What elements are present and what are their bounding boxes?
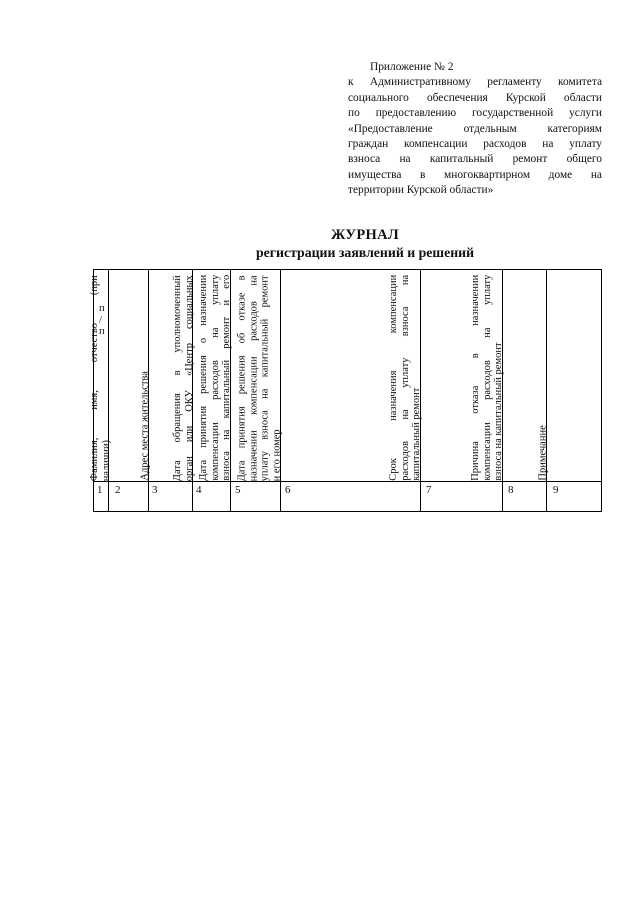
table-header-divider	[93, 481, 602, 482]
header-cell-note-text	[537, 275, 549, 481]
appendix-line: к Административному регламенту комитета	[348, 76, 602, 89]
header-line: /	[99, 314, 102, 326]
header-line: расходов на уплату взноса на	[399, 275, 411, 481]
header-cell-term	[388, 269, 469, 481]
appendix-block	[348, 60, 602, 199]
column-number: 4	[196, 484, 202, 496]
header-cell-refusal-decision-text	[237, 275, 283, 481]
header-line: назначении компенсации расходов на	[248, 275, 260, 481]
header-line: уплату взноса на капитальный ремонт	[259, 275, 271, 481]
header-line: Дата обращения в уполномоченный	[171, 275, 183, 481]
header-line: Примечание	[537, 425, 549, 481]
header-cell-fullname-text	[89, 275, 112, 481]
column-number: 2	[115, 484, 121, 496]
header-line: Фамилия, имя, отчество (при	[88, 275, 100, 481]
column-number: 6	[285, 484, 291, 496]
column-number: 3	[152, 484, 158, 496]
header-cell-grant-decision-text	[198, 275, 233, 481]
header-line: Причина отказа в назначении	[470, 275, 482, 481]
journal-subtitle: регистрации заявлений и решений	[255, 245, 475, 260]
journal-title: ЖУРНАЛ	[331, 227, 399, 243]
journal-table	[88, 269, 602, 512]
appendix-line: имущества в многоквартирном доме на	[348, 168, 602, 181]
table-col-line	[601, 269, 602, 512]
header-line: Дата принятия решения об отказе в	[236, 275, 248, 481]
column-number: 1	[97, 484, 103, 496]
appendix-title: Приложение № 2	[370, 61, 454, 73]
header-line: Адрес места жительства	[139, 371, 151, 481]
column-number: 8	[508, 484, 514, 496]
header-cell-address-text	[139, 275, 151, 481]
column-number: 9	[553, 484, 559, 496]
header-line: п	[99, 303, 105, 314]
appendix-line: граждан компенсации расходов на уплату	[348, 138, 602, 151]
table-border-bottom	[93, 511, 602, 512]
header-line: п	[99, 326, 105, 338]
appendix-line: социального обеспечения Курской области	[348, 91, 602, 104]
header-line: компенсации расходов на уплату	[209, 275, 221, 481]
header-cell-refusal-reason-text	[470, 275, 505, 481]
appendix-line: «Предоставление отдельным категориям	[348, 122, 602, 135]
header-cell-note	[537, 269, 599, 481]
header-line: орган или ОКУ «Центр социальных	[183, 275, 195, 481]
header-line: и его номер	[271, 428, 283, 481]
header-line: взноса на капитальный ремонт	[493, 342, 505, 481]
appendix-line: взноса на капитальный ремонт общего	[348, 153, 602, 166]
header-cell-refusal-decision	[236, 269, 343, 481]
header-cell-term-text	[388, 275, 423, 481]
column-number: 7	[426, 484, 432, 496]
header-line: Дата принятия решения о назначении	[198, 275, 210, 481]
header-line: взноса на капитальный ремонт и его	[221, 275, 233, 481]
header-line: Срок назначения компенсации	[388, 275, 400, 481]
header-line: капитальный ремонт	[411, 387, 423, 481]
appendix-line: по предоставлению государственной услуги	[348, 107, 602, 120]
header-line: наличии)	[100, 439, 112, 481]
appendix-line: территории Курской области»	[348, 184, 494, 197]
header-line: компенсации расходов на уплату	[481, 275, 493, 481]
column-number: 5	[235, 484, 241, 496]
header-cell-application-date-text	[172, 275, 195, 481]
